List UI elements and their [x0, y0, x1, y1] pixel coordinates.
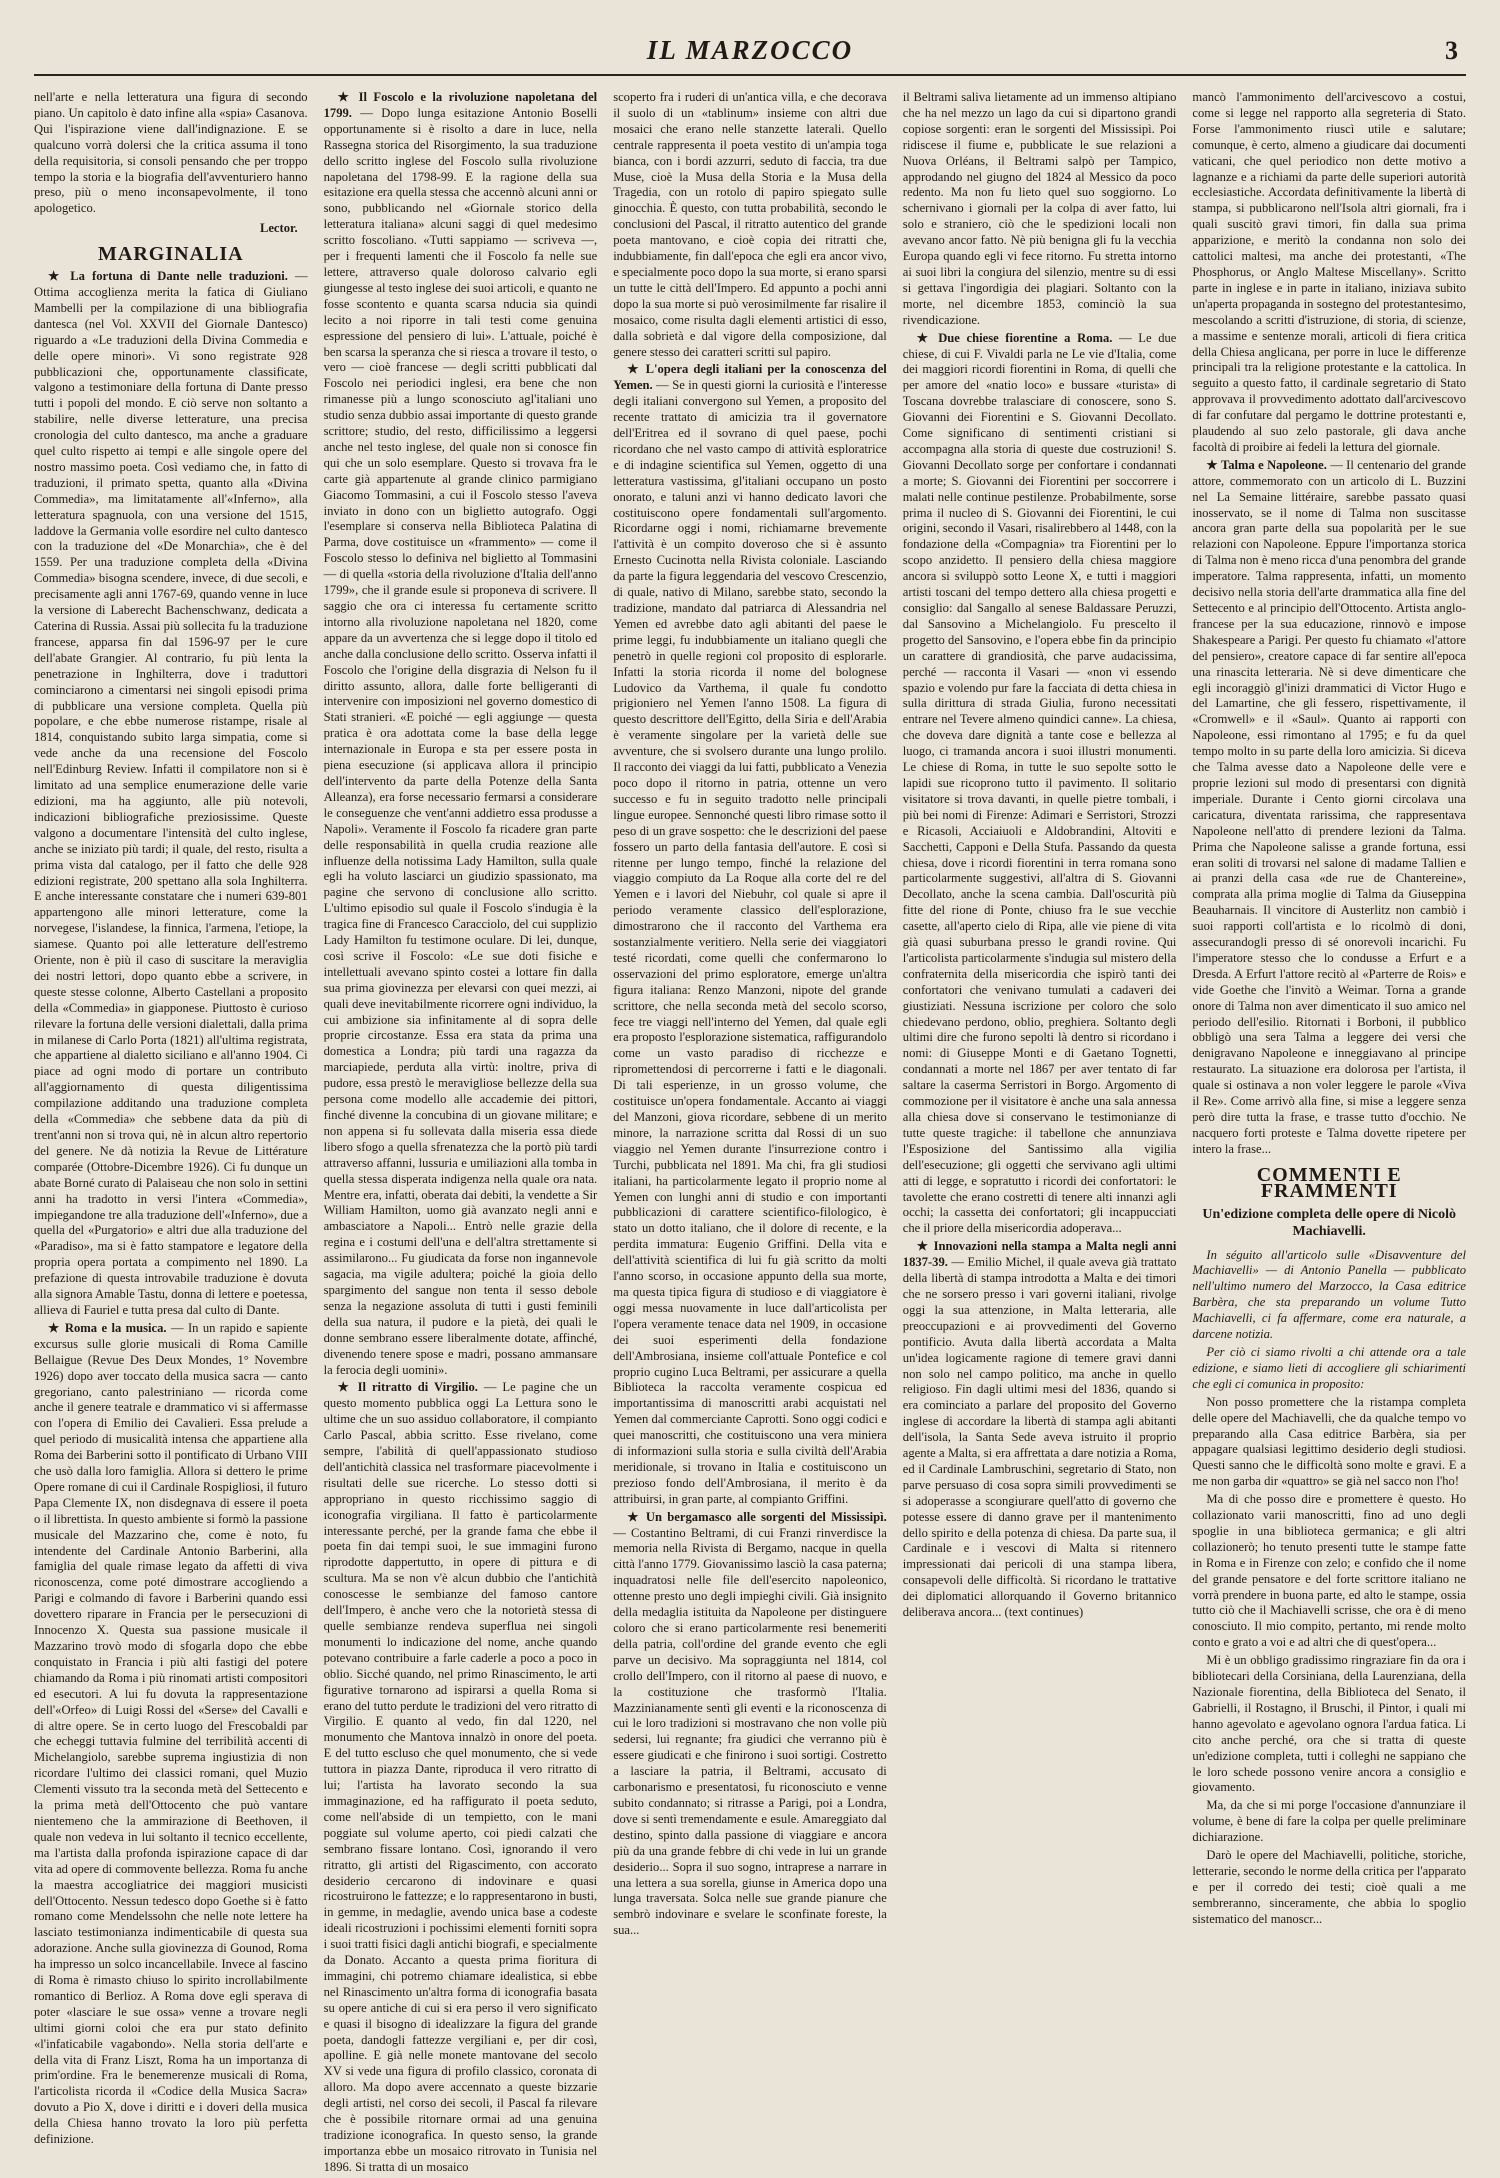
article-text: — In un rapido e sapiente excursus sulle glorie musicali di Roma Camille Bellaigue (Revue Des Deux Mondes, 1° Novembre 1926) dopo aver toccato della musica sacra — canto gregoriano, canto palestriniano — ricorda come anche il genere teatrale e drammatico vi si affermasse con l'opera di Emilio dei Cavalieri. Essa prelude a quel periodo di musicalità intensa che appartiene alla Roma dei Barberini sotto il pontificato di Urbano VIII che usò dalla loro famiglia. Allora si dettero le prime Opere romane di cui il Cardinale Rospigliosi, il futuro Papa Clemente IX, non disdegnava di essere il poeta o il librettista. In questo ambiente si formò la passione musicale del Mazzarino che, come è noto, fu intendente del Cardinale Antonio Barberini, alla famiglia del quale rimase legato da affetti di viva riconoscenza, come poté dimostrare accogliendo a Parigi e colmando di favore i Barberini quando essi dovettero riparare in Francia per le persecuzioni di Innocenzo X. Questa sua passione musicale il Mazzarino trovò modo di sfogarla dopo che ebbe conquistato in Francia i più alti fastigi del potere chiamando da Roma i più rinomati artisti compositori ed esecutori. A lui fu dovuta la rappresentazione dell'«Orfeo» di Luigi Rossi del «Serse» del Cavalli e di altre opere. Se in certo luogo del Frescobaldi par che echeggi tuttavia fulmine del terribilità accenti di Michelangiolo, sarebbe suprema ingiustizia di non ricordare l'ultimo dei classici romani, quel Muzio Clementi vissuto tra la seconda metà del Settecento e la prima metà dell'Ottocento che può vantare nientemeno che la ammirazione di Beethoven, il quale non vedeva in lui soltanto il tecnico eccellente, ma l'artista dalla profonda ispirazione capace di dar vita ad opere di commovente bellezza. Roma fu anche la maestra accogliatrice dei maggiori musicisti dell'Ottocento. Nessun tedesco dopo Goethe si è fatto romano come Mendelssohn che nelle note lettere ha lasciato testimonianza indimenticabile di questa sua adorazione. Anche sulla giovinezza di Gounod, Roma ha impresso un solco incancellabile. Invece al fascino di Roma è rimasto chiuso lo spirito incrollabilmente romantico di Berlioz. A Roma dove egli sperava di poter «lasciare le sue ossa» venne a trovare negli ultimi giorni coloi che era pur stato definito «l'infaticabile vagabondo». Nella storia dell'arte e della vita di Franz Liszt, Roma ha un importanza di prim'ordine. Fra le benemerenze musicali di Roma, l'articolista ricorda il «Codice della Musica Sacra» dovuto a Pio X, dove i diritti e i doveri della musica della Chiesa hanno trovato la loro più perfetta definizione.	[34, 1320, 308, 2147]
article-lede: ★ Un bergamasco alle sorgenti del Mississipì.	[627, 1509, 887, 1524]
article-text: — Emilio Michel, il quale aveva già trattato della libertà di stampa introdotta a Malta e dei timori che ne sorsero presso i vari governi italiani, rivolge oggi la sua attenzione, in Malta letteraria, alle preoccupazioni e ai provvedimenti del Governo pontificio. Avuta dalla libertà accordata a Malta un'idea logicamente ragione di temere gravi danni non solo nel campo politico, ma anche in quello religioso. Fin dagli ultimi mesi del 1836, quando si era cominciato a parlare del proposito del Governo inglese di accordare la libertà di stampa agli abitanti dell'isola, la Santa Sede aveva istruito il proprio agente a Malta, si era affrettata a dare notizia a Roma, ed il Cardinale Lambruschini, segretario di Stato, non parve persuaso di cosa sopra simili provvedimenti se si adoperasse a scongiurare quell'atto di governo che potesse essere di danno grave per il mantenimento dello spirito e della potenza di chiesa. Da parte sua, il Cardinale e i vescovi di Malta si ritennero impressionati dai pericoli di una stampa libera, consapevoli delle difficoltà. Si ricordano le trattative dei diplomatici allorquando il Governo britannico deliberava ancora... (text continues)	[902, 1255, 1177, 1620]
section-heading: MARGINALIA	[98, 243, 244, 266]
article-paragraph	[613, 1510, 887, 1939]
article-text: — Ottima accoglienza merita la fatica di Giuliano Mambelli per la compilazione di una bibliografia dantesca (nel Vol. XXVII del Giornale Dantesco) riguardo a «Le traduzioni della Divina Commedia e delle opere minori». Vi sono registrate 928 pubblicazioni che, opportunamente classificate, valgono a testimoniare della fortuna di Dante presso tutti i popoli del mondo. E ciò serve non soltanto a stabilire, nelle diverse letterature, una precisa cronologia del culto dantesco, ma anche a graduare quel culto rispetto ai tempi e alle singole opere del nostro massimo poeta. Così vediamo che, in fatto di traduzioni, il primato spetta, quanto alla «Divina Commedia», ma limitatamente all'«Inferno», alla letteratura spagnuola, con una versione del 1515, laddove la Germania volle esordire nel culto dantesco con la traduzione del «De Monarchia», che è del 1559. Per una traduzione completa della «Divina Commedia» bisogna scendere, invece, di due secoli, e precisamente agli anni 1767-69, quando venne in luce la versione di Laberecht Bachenschwanz, dedicata a Caterina di Russia. Assai più sollecita fu la traduzione francese, apparsa fin dal 1596-97 per le cure dell'abate Grangier. Al contrario, fu più lenta la penetrazione in Inghilterra, dove i traduttori cominciarono a cimentarsi nei singoli episodi prima di pubblicare una versione completa. Quella più popolare, e che ebbe numerose ristampe, risale al 1814, conquistando subito larga simpatia, come si vede anche da una recensione del Foscolo nell'Edinburg Review. Infatti il compilatore non si è limitato ad una semplice enumerazione delle varie edizioni, ma ha aggiunto, alle più notevoli, indicazioni bibliografiche preziosissime. Queste valgono a documentare l'intensità del culto inglese, anche se iniziato più tardi; il quale, del resto, risulta a prima vista dal catalogo, per il fatto che delle 928 edizioni registrate, 200 spettano alla sola Inghilterra. E anche interessante constatare che i numeri 639-801 appartengono alle minori letterature, come la norvegese, l'islandese, la finnica, l'armena, l'etiope, la siamese. Quanto poi alle letterature dell'estremo Oriente, non è più il caso di suscitare la meraviglia dei nostri lettori, dopo quanto ebbe a scrivere, in queste stesse colonne, Alberto Castellani a proposito della «Commedia» in giapponese. Piuttosto è curioso rilevare la fortuna delle versioni dialettali, dalla prima in milanese di Carlo Porta (1821) all'ultima registrata, che appartiene al dialetto siciliano e all'anno 1904. Ci piace ad ogni modo di portare un contributo all'aggiornamento di questa diligentissima compilazione additando una traduzione completa della «Commedia» che sebbene data da più di trent'anni non si trova qui, nè in alcun altro repertorio del genere. Ne dà notizia la Revue de Littérature comparée (Ottobre-Dicembre 1926). Ci fu dunque un abate Borné curato di Palaiseau che non solo in settini anni ha tradotto in versi l'intera «Commedia», impiegandone tre alla traduzione dell'«Inferno», due a quella del «Purgatorio» e altri due alla traduzione del «Paradiso», ma si è fatto stampatore e legatore della propria opera portata a compimento nel 1890. La prefazione di questa introvabile traduzione è dovuta alla signora Amable Tastu, donna di lettere e poetessa, allieva di Fauriel e tutta presa dal culto di Dante.	[34, 269, 308, 1317]
article-paragraph	[613, 90, 887, 360]
article-text: mancò l'ammonimento dell'arcivescovo a costui, come si legge nel rapporto alla segreteria di Stato. Forse l'ammonimento riuscì utile e salutare; comunque, è certo, almeno a giudicare dai documenti vaticani, che quel periodico non dette motivo a lagnanze e a richiami da parte delle superiori autorità ecclesiastiche. Accordata definitivamente la libertà di stampa, si pubblicarono nell'Isola altri giornali, fra i quali suscitò gravi timori, fin dalla sua prima apparizione, e meritò la condanna non solo dei cattolici maltesi, ma anche dei protestanti, «The Phosphorus, or Anglo Maltese Miscellany». Scritto parte in inglese e in parte in italiano, iniziava subito un'aperta propaganda in sostegno del protestantesimo, mescolando a scritti d'istruzione, di storia, di scienze, a massime e sentenze morali, articoli di fiera critica della Chiesa anglicana, per porre in luce le differenze principali tra la religione protestante e la cattolica. In seguito a questo fatto, il cardinale segretario di Stato approvava il provvedimento adottato dall'arcivescovo di far confutare dal pergamo le dottrine protestanti e, plaudendo al suo zelo pastorale, gli dava anche facoltà di proibire ai fedeli la lettura del giornale.	[1192, 90, 1466, 454]
article-paragraph	[903, 90, 1177, 329]
article-paragraph	[1192, 1798, 1466, 1846]
page-number: 3	[1445, 36, 1458, 65]
article-paragraph	[1192, 1395, 1466, 1490]
article-paragraph	[34, 269, 308, 1319]
article-paragraph	[324, 1380, 598, 2175]
article-text: Non posso promettere che la ristampa completa delle opere del Machiavelli, che da qualche tempo vo preparando alla Casa editrice Barbèra, sia per appagare qualsiasi legittimo desiderio degli studiosi. Questi sanno che le difficoltà sono molte e gravi. E a me non garba dir «quattro» se già nel sacco non l'ho!	[1192, 1394, 1466, 1489]
article-text: — Costantino Beltrami, di cui Franzi rinverdisce la memoria nella Rivista di Bergamo, nacque in quella città l'anno 1779. Giovanissimo lasciò la casa paterna; inquadratosi nelle file dell'esercito napoleonico, ottenne presto uno degli impieghi civili. Già insignito della medaglia istituita da Napoleone per distinguere coloro che si erano particolarmente resi benemeriti della patria, coll'ordine del grande evento che egli parve un decisivo. Ma sopraggiunta nel 1814, col crollo dell'Impero, con il ritorno al paese di nuovo, e la costituzione che trasformò l'Italia. Mazzinianamente sentì gli eventi e la riconoscenza di cui le loro tradizioni si mostravano che non volle più sedersi, lui regnante; fra giudici che verranno più è essere giudicati e che finirono i suoi sortigi. Costretto a lasciare la patria, il Beltrami, accusato di carbonarismo e presentatosi, fu riconosciuto e venne subito condannato; si ritrasse a Parigi, poi a Londra, dove si sentì tremendamente e esule. Amareggiato dal destino, spinto dalla passione di viaggiare e ancora più da una grande febbre di chi vede in lui un grande desiderio... Sopra il suo sogno, intraprese a narrare in una lettera a sua sorella, giunse in America dopo una lunga traversata. Solca nelle sue grande pianure che sembrò indovinare e svelare le sconfinate foreste, la sua...	[613, 1525, 887, 1938]
column-4	[903, 90, 1177, 2178]
article-text: — Se in questi giorni la curiosità e l'interesse degli italiani convergono sul Yemen, a proposito del recente trattato di amicizia tra il governatore dell'Eritrea ed il sovrano di quel paese, pochi ricordano che nel vasto campo di attività esploratrice e di indagine scientifica sul Yemen, oggetto di una letteratura vastissima, gl'italiani occupano un posto onorato, e taluni anzi vi hanno dedicato lavori che costituiscono opere fondamentali sull'argomento. Ricordarne oggi i nomi, richiamarne brevemente l'attività è un compito doveroso che si è assunto Ernesto Cucinotta nella Rivista coloniale. Lasciando da parte la figura leggendaria del vescovo Crescenzio, di quale, nativo di Milano, sarebbe stato, secondo la tradizione, mandato dal patriarca di Alessandria nel Yemen ed avrebbe dato agli abitanti del paese le prime leggi, fu indubbiamente un italiano quegli che penetrò in quelle regioni col proposito di esplorarle. Infatti la storia ricorda il nome del bolognese Ludovico da Varthema, il quale fu condotto prigioniero nel Yemen l'anno 1508. La figura di questo descrittore dell'Egitto, della Siria e dell'Arabia è veramente singolare per la varietà delle sue avventure, che si svolsero durante una lungo prolilo. Il racconto dei viaggi da lui fatti, pubblicato a Venezia poco dopo il ritorno in patria, ottenne un vero successo e fu in seguito tradotto nelle principali lingue europee. Sennonché questi libro rimase sotto il peso di un grave sospetto: che le descrizioni del paese fossero un parto della fantasia dell'autore. E così si ritenne per lungo tempo, finché la relazione del viaggio compiuto da La Roque alla corte del re del Yemen e i lavori del Niebuhr, col quale si apre il periodo veramente classico dell'esplorazione, dimostrarono che il racconto del Varthema era sostanzialmente veritiero. Nella serie dei viaggiatori testé ricordati, come quelli che confermarono lo osservazioni del primo esploratore, emerge un'altra figura italiana: Renzo Manzoni, nipote del grande scrittore, che nella seconda metà del secolo scorso, fece tre viaggi nell'interno del Yemen, dal quale egli era proposto l'esplorazione sistematica, raffigurandolo come un vasto paradiso di ricchezze e ripromettendosi di percorrerne i fatti e le diagonali. Di tali esperienze, in un grosso volume, che costituisce un'opera fondamentale. Accanto ai viaggi del Manzoni, giova ricordare, sebbene di un merito minore, la narrazione scritta dal Rossi di un suo viaggio nel Yemen durante l'insurrezione contro i Turchi, pubblicata nel 1891. Ma chi, fra gli studiosi italiani, ha particolarmente legato il proprio nome al Yemen con lunghi anni di studio e con importanti pubblicazioni di carattere scientifico-filologico, è stato un dotto italiano, che il dolore di recente, e la perdita immatura: Eugenio Griffini. Della vita e dell'attività scientifica di lui fu già scritto da molti l'anno scorso, in occasione appunto della sua morte, ma questa tipica figura di studioso e di viaggiatore è oggi messa nuovamente in luce dall'articolista per l'opera veramente tenace data nel 1909, in occasione dei suoi esperimenti della fondazione dell'Ambrosiana, insieme coll'attuale Pontefice e col proprio cugino Luca Beltrami, per assicurare a quella Biblioteca la raccolta veramente cospicua ed importantissima di manoscritti arabi acquistati nel Yemen dal commerciante Caprotti. Sono oggi codici e quei manoscritti, che costituiscono una vera miniera di informazioni sulla storia e sulla civiltà dell'Arabia meridionale, si trovano in Italia e costituiscono un prezioso fondo dell'Ambrosiana, il merito è da attribuirsi, in gran parte, al compianto Griffini.	[613, 378, 887, 1506]
article-text: Ma di che posso dire e promettere è questo. Ho collazionato varii manoscritti, fino ad uno degli spoglie in una biblioteca germanica; e gli altri collazionerò; ho tenuto presenti tutte le stampe fatte in Roma e in Firenze con zelo; e confido che il nome del grande pensatore e del forte scrittore italiano ne vorrà prendere in buona parte, ed alto le stampe, ossia tutto ciò che il Machiavelli scrisse, che ora è di meno conosciuto. Il mio compito, pertanto, mi rende molto conto e grato a voi e ad altri che di quest'opera...	[1192, 1492, 1466, 1650]
article-paragraph	[1192, 458, 1466, 1158]
newspaper-title: IL MARZOCCO	[646, 35, 854, 65]
article-subheading: Un'edizione completa delle opere di Nicolò Machiavelli.	[1202, 1206, 1457, 1239]
column-1	[34, 90, 308, 2178]
article-text: nell'arte e nella letteratura una figura di secondo piano. Un capitolo è dato infine alla «spia» Casanova. Qui l'ispirazione viene dall'indignazione. E se qualcuno vorrà dolersi che la critica assuma il tono della requisitoria, si consoli pensando che per troppo tempo la storia e la biografia dell'avventuriero hanno preso, più o meno inconsapevolmente, il tono apologetico.	[34, 90, 308, 216]
article-lede: ★ Due chiese fiorentine a Roma.	[916, 330, 1113, 345]
masthead	[34, 28, 1466, 76]
article-text: il Beltrami saliva lietamente ad un immenso altipiano che ha nel mezzo un lago da cui si dipartono grandi copiose sorgenti: eran le sorgenti del Mississipì. Poi ridiscese il fiume e, pubblicate le sue relazioni a Nuova Orléans, il Beltrami salpò per Tampico, approdando nel giugno del 1824 al Messico da poco redento. Ma non fu lieto quel suo soggiorno. Lo schernivano i giornali per la colpa di aver fatto, lui solo e straniero, ciò che le spedizioni locali non avevano ancor fatto. Nè più benigna gli fu la vecchia Europa quando egli vi fece ritorno. Fu stretta intorno ai suoi libri la congiura del silenzio, mentre su di essi si gettava l'ingordigia dei plagiari. Soltanto con la morte, nel dicembre 1853, cominciò la sua rivendicazione.	[902, 90, 1177, 327]
article-columns	[34, 90, 1466, 2174]
article-paragraph	[34, 1321, 308, 2148]
article-text: Ma, da che si mi porge l'occasione d'annunziare il volume, è bene di fare la colpa per quelle preliminare dichiarazione.	[1192, 1798, 1466, 1845]
article-lede: ★ Roma e la musica.	[48, 1320, 167, 1335]
article-text: Per ciò ci siamo rivolti a chi attende ora a tale edizione, e siamo lieti di accogliere gli schiarimenti che egli ci comunica in proposito:	[1192, 1344, 1466, 1391]
article-paragraph	[324, 90, 598, 1378]
article-text: Mi è un obbligo gradissimo ringraziare fin da ora i bibliotecari della Corsiniana, della Laurenziana, della Nazionale fiorentina, della Biblioteca del Senato, il Gabrielli, il Rostagno, il Bruschi, il Pintor, i quali mi hanno agevolato e agevolano ognora l'ardua fatica. Li cito anche perché, ora che si tratta di queste un'edizione completa, tutti i colleghi ne sappiano che le loro schede possono venire ancora a consiglio e giovamento.	[1192, 1653, 1466, 1795]
article-paragraph	[1192, 1653, 1466, 1796]
article-text: — Dopo lunga esitazione Antonio Boselli opportunamente si è risolto a dare in luce, nella Rassegna storica del Risorgimento, la sua traduzione dello scritto inglese del Foscolo sulla rivoluzione napoletana del 1798-99. E la ragione della sua esitazione era quella stessa che accennò alcuni anni or sono, pubblicando nel «Giornale storico della letteratura italiana» alcuni saggi di quel medesimo scritto foscoliano. «Tutti sappiamo — scriveva —, per i frequenti lamenti che il Foscolo fa nelle sue lettere, attraverso quale doloroso calvario egli giungesse al testo inglese dei suoi articoli, e quanto ne fosse scontento e quanta scarsa nducia sia quindi lecito a noi riporre in tali testi come genuina espressione del pensiero di lui». L'attuale, poiché è ben scarsa la speranza che si riesca a trovare il testo, o vero — cioè francese — degli scritti pubblicati dal Foscolo nei periodici inglesi, era bene che non rimanesse più a lungo sconosciuto agl'italiani uno studio senza dubbio assai importante di questo grande scrittore; studio, del resto, difficilissimo a leggersi anche nel testo inglese, del quale non si conosce fin qui che un solo esemplare. Questo si trovava fra le carte già appartenute al grande clinico parmigiano Giacomo Tommasini, a cui il Foscolo stesso l'aveva inviato in dono con un biglietto autografo. Oggi l'esemplare si conserva nella Biblioteca Palatina di Parma, dove costituisce un «frammento» — come il Foscolo stesso lo definiva nel biglietto al Tommasini — di quella «storia della rivoluzione d'Italia dell'anno 1799», che il grande esule si proponeva di scrivere. Il saggio che ora ci interessa fu certamente scritto intorno alla rivoluzione napoletana nel 1820, come appare da un avvertenza che si legge dopo il titolo ed anche dalla conclusione dello scritto. Osserva infatti il Foscolo che l'origine della disgrazia di Nelson fu il diritto assunto, allora, dalle forte belligeranti di intervenire con imposizioni nel governo domestico di Stati stranieri. «E poiché — egli aggiunge — questa pratica è ora adottata come la base della legge internazionale in Europa e sta per essere posta in piena esecuzione (si applicava allora il principio dell'intervento da parte della Potenze della Santa Alleanza), era forse necessario fermarsi a considerare le conseguenze che vent'anni addietro essa produsse a Napoli». Veramente il Foscolo fa ricadere gran parte delle responsabilità in quella crudia reazione alle influenze della notissima Lady Hamilton, sulla quale egli ha voluto lasciarci un giudizio spassionato, ma pagine che servono di conclusione allo scritto. L'ultimo episodio sul quale il Foscolo s'indugia è la tragica fine di Francesco Caracciolo, del cui supplizio Lady Hamilton fu testimone oculare. Di lei, dunque, così scrive il Foscolo: «Le sue doti fisiche e intellettuali avevano spinto costei a lottare fin dalla sua prima giovinezza per elevarsi con quei mezzi, ai quali deve inevitabilmente ricorrere ogni individuo, la cui ambizione sia infinitamente al di sopra delle proprie circostanze. Essa era stata da prima una domestica a Londra; più tardi una ragazza da marciapiede, perduta alla virtù: inoltre, priva di pudore, essa prestò le meravigliose bellezze della sua persona come modello alle accademie dei pittori, finché divenne la concubina di un giovane militare; e non appena si fu sollevata dalla miseria essa diede libero sfogo a quella sfrenatezza che la portò più tardi attraverso affanni, lussuria e umiliazioni alla tomba in quella stessa disperata indigenza nella quale ora nata. Mentre era, infatti, oberata dai debiti, la vendette a Sir William Hamilton, uomo già avanzato negli anni e ambasciatore a Napoli... Entrò nelle grazie della regina e i costumi dell'una e dell'altra strettamente si assimilarono... Fu giudicata da forse non ingannevole sagacia, ma vigile adultera; poiché la gioia dello spargimento del sangue non tenta il sesso debole senza la negazione assoluta di tutti i gusti feminili della sua natura, il pudore e la pietà, dei quali le donne sembrano essere liberalmente dotate, affinché, divenendo tenere spose e madri, possano ammansare la ferocia degli uomini».	[323, 105, 598, 1377]
article-lede: ★ L'opera degli italiani per la conoscenza del Yemen.	[613, 362, 887, 393]
article-paragraph	[1192, 1848, 1466, 1928]
author-signature: Lector.	[259, 221, 298, 236]
article-lede: ★ Talma e Napoleone.	[1206, 457, 1327, 472]
article-lede: ★ La fortuna di Dante nelle traduzioni.	[48, 269, 288, 284]
column-3	[613, 90, 887, 2178]
article-paragraph	[1192, 1492, 1466, 1651]
article-text: — Le pagine che un questo momento pubblica oggi La Lettura sono le ultime che un suo assiduo collaboratore, il compianto Carlo Pascal, abbia scritto. Esse rivelano, come sempre, l'abilità di quell'appassionato studioso dell'antichità classica nel trasformare piacevolmente i risultati delle sue ricerche. Lo stesso dotti si appropriano in questo ricchissimo saggio di iconografia virgiliana. Il fatto è particolarmente interessante perché, per la grande fama che ebbe il poeta fin dai tempi suoi, le sue immagini furono riprodotte dappertutto, in opere di pittura e di scultura. Ma se non v'è alcun dubbio che l'antichità conoscesse le sembianze del famoso cantore dell'Impero, è anche vero che la notorietà stessa di quelle sembianze rendeva superflua nei singoli monumenti lo indicazione del nome, anche quando potevano contribuire a farle caderle a poco a poco in oblio. Sicché quando, nel primo Rinascimento, le arti figurative tornarono ad ispirarsi a quella Roma si erano del tutto perdute le tradizioni del vero ritratto di Virgilio. E quanto al vedo, fin dal 1220, nel monumento che Mantova innalzò in onore del poeta. E del tutto escluso che quel monumento, che si vede tuttora in piazza Dante, riproduca il vero ritratto di lui; l'artista ha lavorato secondo la sua immaginazione, ed ha raffigurato il poeta seduto, come nell'abside di un tempietto, con le mani poggiate sul volume aperto, coi piedi calzati che sembrano fissare lontano. Così, ignorando il vero ritratto, gli artisti del Rigascimento, con accorato desiderio cercarono di indovinare e quasi ricostruirono le fattezze; e lo rappresentarono in busti, in gemme, in medaglie, avendo unica base a codeste ideali ricostruzioni i pochissimi elementi forniti sopra i suoi tratti fisici dagli antichi biografi, e specialmente da Donato. Accanto a questa prima fioritura di immagini, chi potremo chiamare idealistica, si ebbe nel Rinascimento un'altra forma di iconografia basata su opere antiche di cui si era perso il vero significato e quasi il bisogno di idealizzare la figura del grande poeta, dandogli fattezze vergiliani e, per dir così, apolline. E già nelle monete mantovane del secolo XV si vede una figura di profilo classico, coronata di alloro. Ma dopo avere accennato a queste bizzarie degli artisti, nel corso dei secoli, il Pascal fa rilevare che è possibile ritornare ormai ad una genuina tradizione iconografica. In questo senso, la grande importanza ebbe un mosaico ritrovato in Tunisia nel 1896. Si tratta di un mosaico	[323, 1380, 598, 2174]
article-text: — Il centenario del grande attore, commemorato con un articolo di L. Buzzini nel La Semaine littéraire, sarebbe passato quasi inosservato, se il nome di Talma non suscitasse ancora gran parte della sua popolarità per le sue relazioni con Napoleone. Eppure l'importanza storica di Talma non è meno ricca d'una penombra del grande imperatore. Talma rappresenta, infatti, un momento decisivo nella storia dell'arte drammatica alla fine del Settecento e al principio dell'Ottocento. Artista anglo-francese per la sua educazione, rinnovò e impose Shakespeare a Parigi. Per questo fu chiamato «l'attore del pensiero», creatore capace di far sentire all'epoca una rinascita letteraria. Nè si deve dimenticare che egli incoraggiò gl'inizi drammatici di Victor Hugo e del Lamartine, che gli fessero, rispettivamente, il «Cromwell» e il «Saul». Quanto ai rapporti con Napoleone, essi rimontano al 1795; e fu da quel tempo molto in su parte della loro amicizia. Si diceva che Talma avesse dato a Napoleone delle vere e proprie lezioni sul modo di presentarsi con dignità imperiale. Durante i Cento giorni circolava una caricatura, diventata rarissima, che rappresentava Napoleone nell'atto di prendere lezioni da Talma. Prima che Napoleone salisse a grande fortuna, essi eran soliti di trovarsi nel salone di madame Tallien e ai pranzi della casa «de rue de Chantereine», comprata alla prima moglie di Talma da Giuseppina Beauharnais. Il vincitore di Austerlitz non cambiò i suoi rapporti coll'artista e lo ricolmò di doni, assecurandogli presso di sé onorevoli incarichi. Fu l'imperatore stesso che lo condusse a Erfurt e a Dresda. A Erfurt l'attore recitò al «Parterre de Rois» e vide Goethe che l'invitò a Weimar. Torna a grande onore di Talma non aver dimenticato il suo amico nel periodo dell'esilio. Ritornati i Borboni, il pubblico obbligò una sera Talma a leggere dei versi che denigravano Napoleone e inneggiavano al principe restaurato. La situazione era dolorosa per l'artista, il quale si ostinava a non voler leggere le parole «Viva il Re». Come arrivò alla fine, si mise a leggere senza però dire tutta la frase, e trasse tutto d'occhio. Ne nacquero forti proteste e Talma dovette ripetere per intero la frase...	[1192, 457, 1466, 1156]
article-paragraph	[1192, 1345, 1466, 1393]
article-lede: ★ Il ritratto di Virgilio.	[337, 1380, 478, 1395]
article-text: scoperto fra i ruderi di un'antica villa, e che decorava il suolo di un «tablinum» insieme con altri due mosaici che erano nelle stanzette laterali. Quello centrale rappresenta il poeta vestito di un'ampia toga bianca, con i bordi azzurri, seduto di faccia, tra due Muse, cioè la Musa della Storia e la Musa della Tragedia, con un rotolo di papiro spiegato sulle ginocchia. È questo, con tutta probabilità, secondo le conclusioni del Pascal, il ritratto autentico del grande poeta mantovano, e cioè copia dei ritratti che, indubbiamente, fin dall'epoca che egli era ancor vivo, e specialmente poco dopo la sua morte, si erano sparsi un tutte le città dell'Impero. Ed appunto a pochi anni dopo la sua morte si può verosimilmente far risalire il mosaico, come risulta dagli elementi artistici di esso, dalla sobrietà e dal vigore della composizione, dal genere stesso dei caratteri scritti sul papiro.	[613, 90, 887, 359]
section-heading: COMMENTI E FRAMMENTI	[1256, 1163, 1402, 1202]
article-paragraph	[1192, 90, 1466, 456]
article-paragraph	[34, 90, 308, 217]
column-2	[324, 90, 598, 2178]
article-paragraph	[613, 362, 887, 1507]
article-text: Darò le opere del Machiavelli, politiche, storiche, letterarie, secondo le norme della critica per l'apparato e per il corredo dei testi; cioè quali a me sembreranno, sinceramente, che abbia lo spoglio sistematico del manoscr...	[1192, 1848, 1466, 1926]
article-paragraph	[1192, 1248, 1466, 1343]
article-paragraph	[903, 1239, 1177, 1621]
article-lede: ★ Il Foscolo e la rivoluzione napoletana del 1799.	[323, 90, 598, 120]
column-5	[1192, 90, 1466, 2178]
article-paragraph	[903, 331, 1177, 1238]
article-text: — Le due chiese, di cui F. Vivaldi parla ne Le vie d'Italia, come dei maggiori ricordi fiorentini in Roma, di quelli che per amore del «natio loco» e bussare «turista» di Toscana dovrebbe tralasciare di conoscere, sono S. Giovanni dei Fiorentini e S. Giovanni Decollato. Come significano di sentimenti cristiani si accompagna alla storia di queste due costruzioni! S. Giovanni Decollato sorge per confortare i condannati a morte; S. Giovanni dei Fiorentini per soccorrere i malati nelle continue pestilenze. Probabilmente, sorse prima il nucleo di S. Giovanni dei Fiorentini, le cui origini, secondo il Vasari, risalirebbero al 1448, con la fondazione della «Compagnia» tra Fiorentini per lo scopo anzidetto. Il pensiero della chiesa maggiore ancora si sviluppò sotto Leone X, e tutti i maggiori artisti toscani del tempo dettero alla chiesa progetti e consiglio: dal Sangallo al senese Baldassare Peruzzi, dal Sansovino a Michelangiolo. Fu prescelto il progetto del Sansovino, e l'opera ebbe fin da principio un carattere di grandiosità, che parve audacissima, perché — racconta il Vasari — «non vi essendo spazio e volendo pur fare la facciata di detta chiesa in sulla dirittura di strada Giulia, furono necessitati entrare nel Tevere almeno quindici canne». La chiesa, che doveva dare dignità a tante cose e bellezza al luogo, ci tramanda ancora i suoi illustri monumenti. Le chiese di Roma, in tutte le suo sepolte sotto le lapidi sue ricoprono tutto il pavimento. Il solitario visitatore si trova davanti, in quelle pietre tombali, i più bei nomi di Firenze: Adimari e Serristori, Strozzi e Ricasoli, Acciaiuoli e Aldobrandini, Altoviti e Sacchetti, Capponi e Della Stufa. Passando da questa chiesa, dove i ricordi fiorentini in terra romana sono particolarmente suggestivi, all'altra di S. Giovanni Decollato, anche la scena cambia. Dall'oscurità più fitte del rione di Ponte, chiuso fra le sue vecchie casette, all'aperto cielo di Ripa, alle vie piene di vita già quasi suburbana presso le grandi rovine. Qui l'articolista particolarmente s'indugia sul mistero della confraternita della misericordia che ispirò tanti dei confortatori che venivano tumulati a cadaveri dei giustiziati. Nessuna iscrizione per coloro che solo chiedevano perdono, oblio, preghiera. Soltanto degli ultimi dire che furono sepolti là dentro si ricordano i nomi: di Giuseppe Monti e di Gaetano Tognetti, condannati a morte nel 1867 per aver tentato di far saltare la caserma Serristori in Borgo. Argomento di commozione per il visitatore è anche una sala annessa alla chiesa dove si conservano le testimonianze di tutte queste tragiche: il tabellone che annunziava l'Esposizione del Santissimo alla vigilia dell'esecuzione; gli oggetti che servivano agli ultimi atti di legge, e sopratutto i ricordi dei confortatori: le tavolette che erano costretti di tenere alti innanzi agli occhi; la cassetta dei confortatori; gli incappucciati che il priore della misericordia adoperava...	[902, 330, 1177, 1236]
article-text: In séguito all'articolo sulle «Disavventure del Machiavelli» — di Antonio Panella — pubblicato nell'ultimo numero del Marzocco, la Casa editrice Barbèra, che sta preparando un volume Tutto Machiavelli, ci fa affermare, come era naturale, a darcene notizia.	[1192, 1247, 1466, 1342]
article-lede: ★ Innovazioni nella stampa a Malta negli anni 1837-39.	[902, 1239, 1177, 1270]
